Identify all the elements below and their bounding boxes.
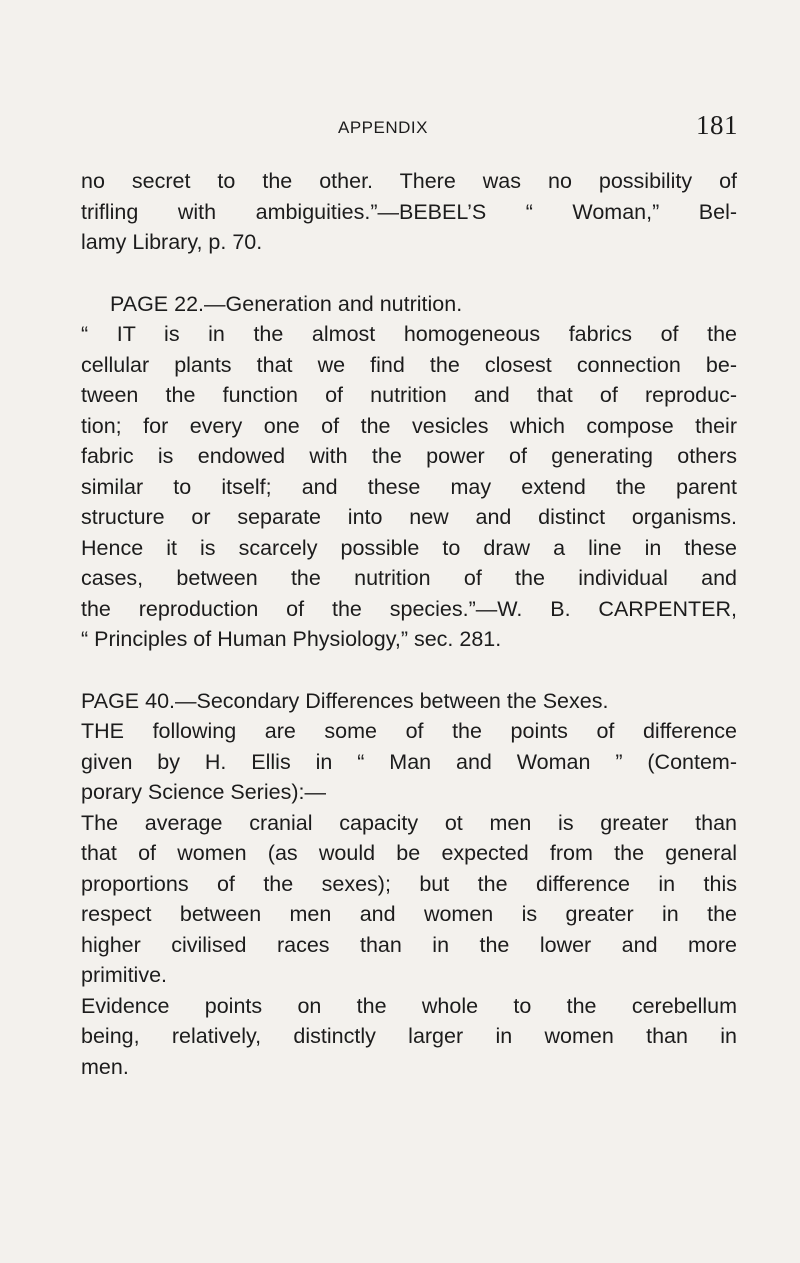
text-line: given by H. Ellis in “ Man and Woman ” (Contem- [81,749,737,774]
text-line: “ Principles of Human Physiology,” sec. 281. [81,627,502,651]
text-line: men. [81,1054,129,1079]
text-line: primitive. [81,963,168,987]
text-line: Hence it is scarcely possible to draw a line in these [81,535,737,560]
text-line: no secret to the other. There was no possibility of [81,169,737,193]
page-header [80,110,738,150]
text-line: that of women (as would be expected from the general [81,841,737,865]
running-head: APPENDIX [338,118,428,137]
text-line: being, relatively, distinctly larger in women than in [81,1024,737,1048]
text-line: higher civilised races than in the lower and more [81,932,737,957]
text-line: the reproduction of the species.”—W. B. CARPENTER, [81,596,737,621]
section-heading: PAGE 40.—Secondary Differences between the Sexes. [81,688,609,713]
text-line: The average cranial capacity ot men is greater than [81,810,737,835]
section-heading: PAGE 22.—Generation and nutrition. [110,291,463,316]
text-line: lamy Library, p. 70. [81,230,263,254]
text-line: similar to itself; and these may extend the parent [81,474,737,499]
text-line: cellular plants that we find the closest connection be- [81,352,737,377]
text-line: tween the function of nutrition and that of reproduc- [81,383,737,407]
text-line: respect between men and women is greater in the [81,902,737,926]
text-line: fabric is endowed with the power of generating others [81,444,737,468]
text-line: porary Science Series):— [81,780,326,804]
text-line: Evidence points on the whole to the cerebellum [81,993,737,1018]
text-line: structure or separate into new and distinct organisms. [81,505,737,529]
text-line: proportions of the sexes); but the difference in this [81,871,737,896]
text-line: cases, between the nutrition of the individual and [81,566,737,590]
text-line: tion; for every one of the vesicles which compose their [81,413,737,438]
page-body [81,166,737,1082]
page-number: 181 [696,110,738,140]
text-line: trifling with ambiguities.”—BEBEL’S “ Woman,” Bel- [81,199,737,224]
text-line: “ IT is in the almost homogeneous fabrics of the [81,322,737,346]
text-line: THE following are some of the points of difference [81,719,737,743]
